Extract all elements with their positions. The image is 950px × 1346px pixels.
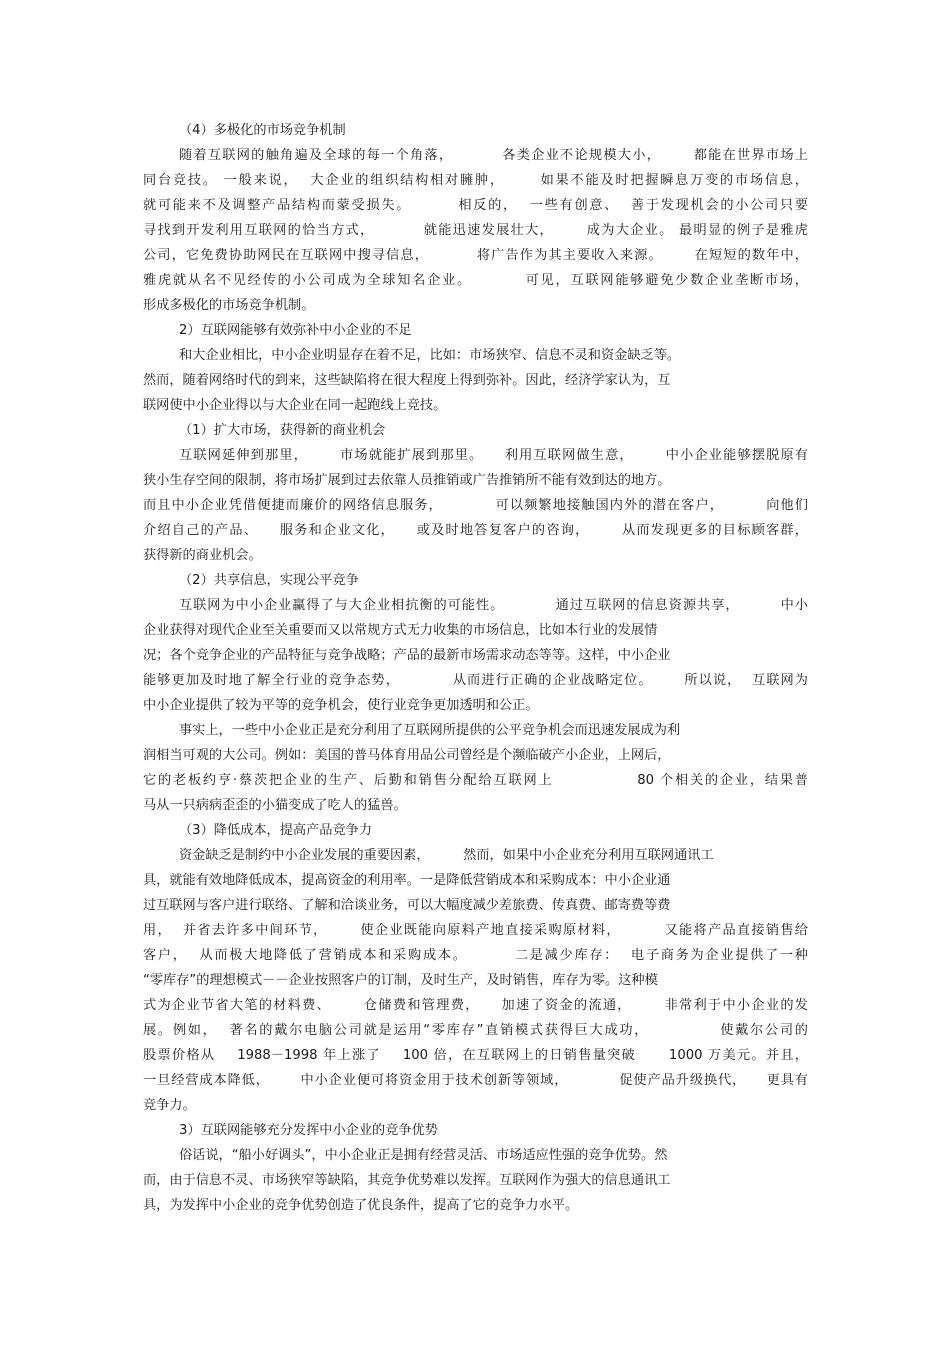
text-line: 能够更加及时地了解全行业的竞争态势， 从而进行正确的企业战略定位。 所以说， 互联网为 <box>143 673 808 688</box>
text-line: 雅虎就从名不见经传的小公司成为全球知名企业。 可见，互联网能够避免少数企业垄断市场， <box>143 273 808 288</box>
text-line: 企业获得对现代企业至关重要而又以常规方式无力收集的市场信息，比如本行业的发展情 <box>143 623 658 638</box>
text-line: 狭小生存空间的限制，将市场扩展到过去依靠人员推销或广告推销所不能有效到达的地方。 <box>143 473 671 488</box>
text-line: 介绍自己的产品、 服务和企业文化， 或及时地答复客户的咨询， 从而发现更多的目标顾客群， <box>143 523 808 538</box>
text-line: 联网使中小企业得以与大企业在同一起跑线上竞技。 <box>143 398 447 413</box>
text-line: 同台竞技。 一般来说， 大企业的组织结构相对臃肿， 如果不能及时把握瞬息万变的市场信息， <box>143 173 808 188</box>
section-heading: （2）共享信息，实现公平竞争 <box>179 573 359 588</box>
text-line: “零库存”的理想模式－－企业按照客户的订制，及时生产，及时销售，库存为零。这种模 <box>143 973 658 988</box>
text-line: 就可能来不及调整产品结构而蒙受损失。 相反的， 一些有创意、 善于发现机会的小公司只要 <box>143 198 808 213</box>
text-line: 而，由于信息不灵、市场狭窄等缺陷，其竞争优势难以发挥。互联网作为强大的信息通讯工 <box>143 1173 671 1188</box>
text-line: 寻找到开发利用互联网的恰当方式， 就能迅速发展壮大， 成为大企业。 最明显的例子是雅虎 <box>143 223 808 238</box>
text-line: 互联网为中小企业赢得了与大企业相抗衡的可能性。 通过互联网的信息资源共享， 中小 <box>179 598 808 613</box>
text-line: 获得新的商业机会。 <box>143 548 262 563</box>
text-line: 润相当可观的大公司。例如：美国的普马体育用品公司曾经是个濒临破产小企业，上网后， <box>143 748 671 763</box>
text-line: 式为企业节省大笔的材料费、 仓储费和管理费， 加速了资金的流通， 非常利于中小企业的发 <box>143 998 808 1013</box>
text-line: 而且中小企业凭借便捷而廉价的网络信息服务， 可以频繁地接触国内外的潜在客户， 向他们 <box>143 498 808 513</box>
text-line: 竞争力。 <box>143 1098 196 1113</box>
section-heading: （1）扩大市场，获得新的商业机会 <box>179 423 386 438</box>
text-line: 互联网延伸到那里， 市场就能扩展到那里。 利用互联网做生意， 中小企业能够摆脱原有 <box>179 448 808 463</box>
text-line: 客户， 从而极大地降低了营销成本和采购成本。 二是减少库存： 电子商务为企业提供了一种 <box>143 948 808 963</box>
text-line: 马从一只病病歪歪的小猫变成了吃人的猛兽。 <box>143 798 407 813</box>
text-line: 和大企业相比，中小企业明显存在着不足，比如：市场狭窄、信息不灵和资金缺乏等。 <box>179 348 681 363</box>
section-heading: 3）互联网能够充分发挥中小企业的竞争优势 <box>179 1123 438 1138</box>
section-heading: （4）多极化的市场竞争机制 <box>179 123 346 138</box>
text-line: 一旦经营成本降低， 中小企业便可将资金用于技术创新等领域， 促使产品升级换代， 更具有 <box>143 1073 808 1088</box>
text-line: 股票价格从 1988－1998 年上涨了 100 倍，在互联网上的日销售量突破 1000 万美元。并且， <box>143 1048 808 1063</box>
text-line: 资金缺乏是制约中小企业发展的重要因素， 然而，如果中小企业充分利用互联网通讯工 <box>179 848 714 863</box>
section-heading: 2）互联网能够有效弥补中小企业的不足 <box>179 323 412 338</box>
section-heading: （3）降低成本，提高产品竞争力 <box>179 823 373 838</box>
text-line: 事实上，一些中小企业正是充分利用了互联网所提供的公平竞争机会而迅速发展成为利 <box>179 723 681 738</box>
text-line: 展。例如， 著名的戴尔电脑公司就是运用“零库存”直销模式获得巨大成功， 使戴尔公司的 <box>143 1023 808 1038</box>
text-line: 公司，它免费协助网民在互联网中搜寻信息， 将广告作为其主要收入来源。 在短短的数年中， <box>143 248 808 263</box>
text-line: 过互联网与客户进行联络、了解和洽谈业务，可以大幅度减少差旅费、传真费、邮寄费等费 <box>143 898 671 913</box>
text-line: 具，为发挥中小企业的竞争优势创造了优良条件，提高了它的竞争力水平。 <box>143 1198 579 1213</box>
text-line: 俗话说，“船小好调头”，中小企业正是拥有经营灵活、市场适应性强的竞争优势。然 <box>179 1148 668 1163</box>
text-line: 形成多极化的市场竞争机制。 <box>143 298 315 313</box>
text-line: 随着互联网的触角遍及全球的每一个角落， 各类企业不论规模大小， 都能在世界市场上 <box>179 148 808 163</box>
text-line: 它的老板约亨·蔡茨把企业的生产、后勤和销售分配给互联网上 80 个相关的企业，结果普 <box>143 773 808 788</box>
text-line: 用， 并省去许多中间环节， 使企业既能向原料产地直接采购原材料， 又能将产品直接销售给 <box>143 923 808 938</box>
text-line: 况；各个竞争企业的产品特征与竞争战略；产品的最新市场需求动态等等。这样，中小企业 <box>143 648 671 663</box>
text-line: 具，就能有效地降低成本，提高资金的利用率。一是降低营销成本和采购成本：中小企业通 <box>143 873 671 888</box>
text-line: 中小企业提供了较为平等的竞争机会，使行业竞争更加透明和公正。 <box>143 698 539 713</box>
text-line: 然而，随着网络时代的到来，这些缺陷将在很大程度上得到弥补。因此，经济学家认为，互 <box>143 373 671 388</box>
